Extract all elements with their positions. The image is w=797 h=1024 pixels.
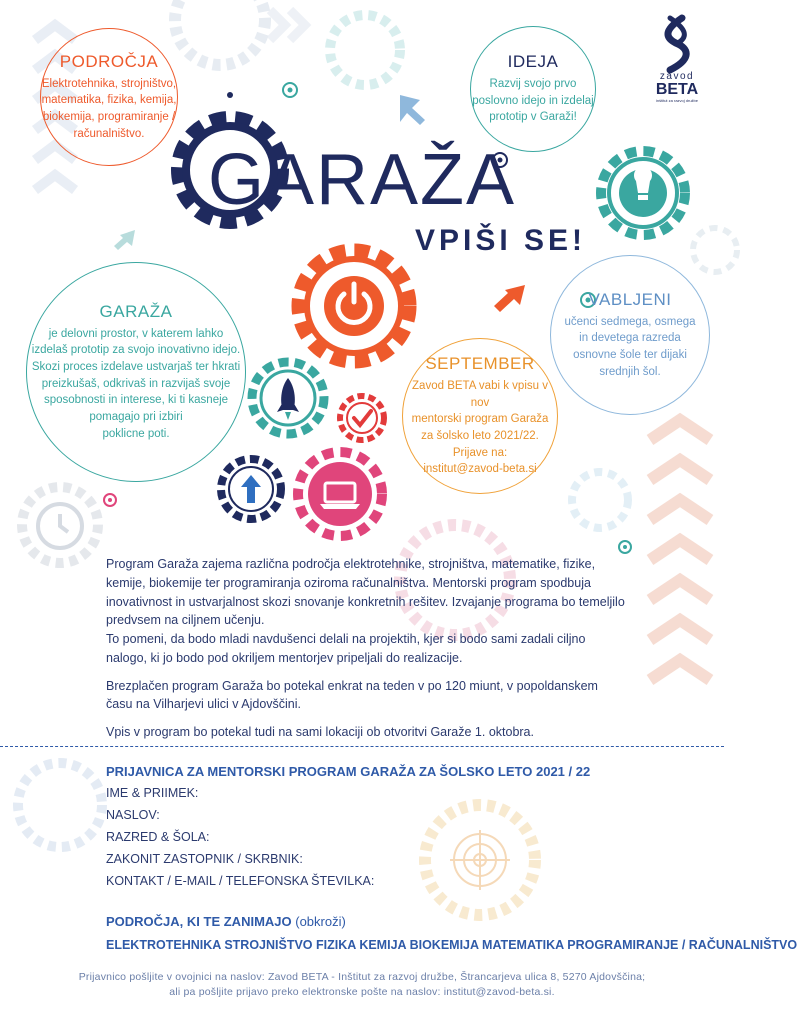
bubble-vabljeni-heading: VABLJENI [588, 289, 672, 309]
bubble-podrocja [40, 28, 178, 166]
bubble-garaza-heading: GARAŽA [99, 301, 173, 321]
bubble-line: računalništvo. [73, 127, 145, 140]
bubble-line: poklicne poti. [102, 427, 170, 440]
bubble-line: srednjih šol. [599, 365, 661, 378]
interest-options [106, 938, 797, 952]
bubble-ideja-heading: IDEJA [507, 51, 559, 71]
bubble-garaza [26, 262, 246, 482]
bubble-line: je delovni prostor, v katerem lahko [48, 327, 224, 340]
bubble-line: Elektrotehnika, strojništvo, [41, 77, 177, 90]
option-elektrotehnika[interactable]: ELEKTROTEHNIKA [106, 938, 221, 952]
bubble-podrocja-heading: PODROČJA [59, 51, 159, 71]
interest-label: PODROČJA, KI TE ZANIMAJO [106, 914, 292, 929]
bubble-line: za šolsko leto 2021/22. [421, 430, 539, 442]
bubble-line: poslovno idejo in izdelaj [472, 94, 594, 107]
rocket-gear-icon [244, 354, 332, 442]
option-biokemija[interactable]: BIOKEMIJA [409, 938, 479, 952]
field-guardian[interactable]: ZAKONIT ZASTOPNIK / SKRBNIK: [106, 852, 303, 866]
interest-hint: (obkroži) [295, 914, 346, 929]
description-paragraph-2: To pomeni, da bodo mladi navdušenci delali na projektih, kjer si bodo sami zadali ciljno nalogo, ki jo bodo pod okriljem mentorjev pripeljali do realizacije. [106, 632, 586, 665]
zavod-beta-logo [647, 16, 707, 104]
field-address[interactable]: NASLOV: [106, 808, 160, 822]
program-description [106, 555, 626, 751]
option-kemija[interactable]: KEMIJA [359, 938, 407, 952]
interest-heading [106, 914, 346, 929]
checkmark-gear-icon [334, 390, 390, 446]
field-class-school[interactable]: RAZRED & ŠOLA: [106, 830, 210, 844]
page-subtitle: VPIŠI SE! [415, 224, 587, 257]
option-programiranje[interactable]: PROGRAMIRANJE / RAČUNALNIŠTVO [567, 938, 797, 952]
bubble-line: prototip v Garaži! [489, 111, 577, 124]
bubble-line: učenci sedmega, osmega [564, 315, 696, 328]
option-strojnistvo[interactable]: STROJNIŠTVO [224, 938, 313, 952]
beta-logo-icon [660, 16, 694, 72]
chevron-column-right [650, 420, 710, 680]
option-fizika[interactable]: FIZIKA [316, 938, 356, 952]
bubble-line: in devetega razreda [579, 332, 681, 345]
bubble-line: Zavod BETA vabi k vpisu v nov [412, 379, 548, 409]
laptop-gear-icon [290, 444, 390, 544]
field-name[interactable]: IME & PRIIMEK: [106, 786, 199, 800]
description-paragraph-1: Program Garaža zajema različna področja elektrotehnike, strojništva, matematike, fizike, kemije, biokemije ter programiranja oziroma računalništva. Mentorski program spodbuja inovativnost in ustvarjalnost skozi snovanje konkretnih rešitev. Izvajanje programa bo temeljilo predvsem na ciljnem učenju. [106, 557, 625, 628]
form-fields [106, 784, 606, 890]
description-paragraph-4: Vpis v program bo potekal tudi na sami lokaciji ob otvoritvi Garaže 1. oktobra. [106, 725, 534, 739]
bubble-line: izdelaš prototip za svojo inovativno idejo. [31, 344, 241, 357]
bubble-september-heading: SEPTEMBER [425, 353, 535, 373]
lightbulb-gear-icon [592, 142, 694, 244]
bubble-line: mentorski program Garaža [411, 413, 549, 426]
bubble-email[interactable]: institut@zavod-beta.si [423, 463, 537, 476]
footer-line-2: ali pa pošljite prijavo preko elektronske pošte na naslov: institut@zavod-beta.si. [169, 986, 555, 998]
bubble-line: biokemija, programiranje / [42, 111, 176, 123]
page-title: GARAŽA [208, 140, 517, 220]
dashed-separator [0, 746, 724, 747]
arrow-gear-icon [214, 452, 288, 526]
bubble-ideja [470, 26, 596, 152]
description-paragraph-3: Brezplačen program Garaža bo potekal enkrat na teden v po 120 miunt, v popoldanskem času na Vilharjevi ulici v Ajdovščini. [106, 678, 598, 712]
bubble-line: preizkušaš, odkrivaš in razvijaš svoje [41, 377, 231, 390]
bubble-line: Prijave na: [452, 446, 508, 459]
option-matematika[interactable]: MATEMATIKA [482, 938, 564, 952]
bubble-line: Razvij svojo prvo [489, 77, 577, 90]
bubble-line: pomagajo pri izbiri [89, 411, 183, 423]
bubble-line: matematika, fizika, kemija, [41, 94, 177, 107]
logo-line2: BETA [655, 81, 699, 98]
footer-line-1: Prijavnico pošljite v ovojnici na naslov: Zavod BETA - Inštitut za razvoj družbe, Štrancarjeva ulica 8, 5270 Ajdovščina; [78, 971, 646, 983]
footer [0, 970, 724, 1000]
bubble-line: Skozi proces izdelave ustvarjaš ter hkrati [31, 360, 241, 373]
bubble-line: osnovne šole ter dijaki [573, 349, 687, 361]
bubble-line: sposobnosti in interese, ki ti kasneje [43, 394, 229, 407]
form-title: PRIJAVNICA ZA MENTORSKI PROGRAM GARAŽA ZA ŠOLSKO LETO 2021 / 22 [106, 764, 591, 779]
chevron-column-top [270, 10, 305, 40]
field-contact[interactable]: KONTAKT / E-MAIL / TELEFONSKA ŠTEVILKA: [106, 874, 375, 888]
logo-tagline: inštitut za razvoj družbe [655, 98, 699, 103]
bubble-vabljeni [550, 255, 710, 415]
bubble-september [402, 338, 558, 494]
clock-icon [30, 496, 90, 556]
logo-line1: zavod [659, 71, 695, 82]
